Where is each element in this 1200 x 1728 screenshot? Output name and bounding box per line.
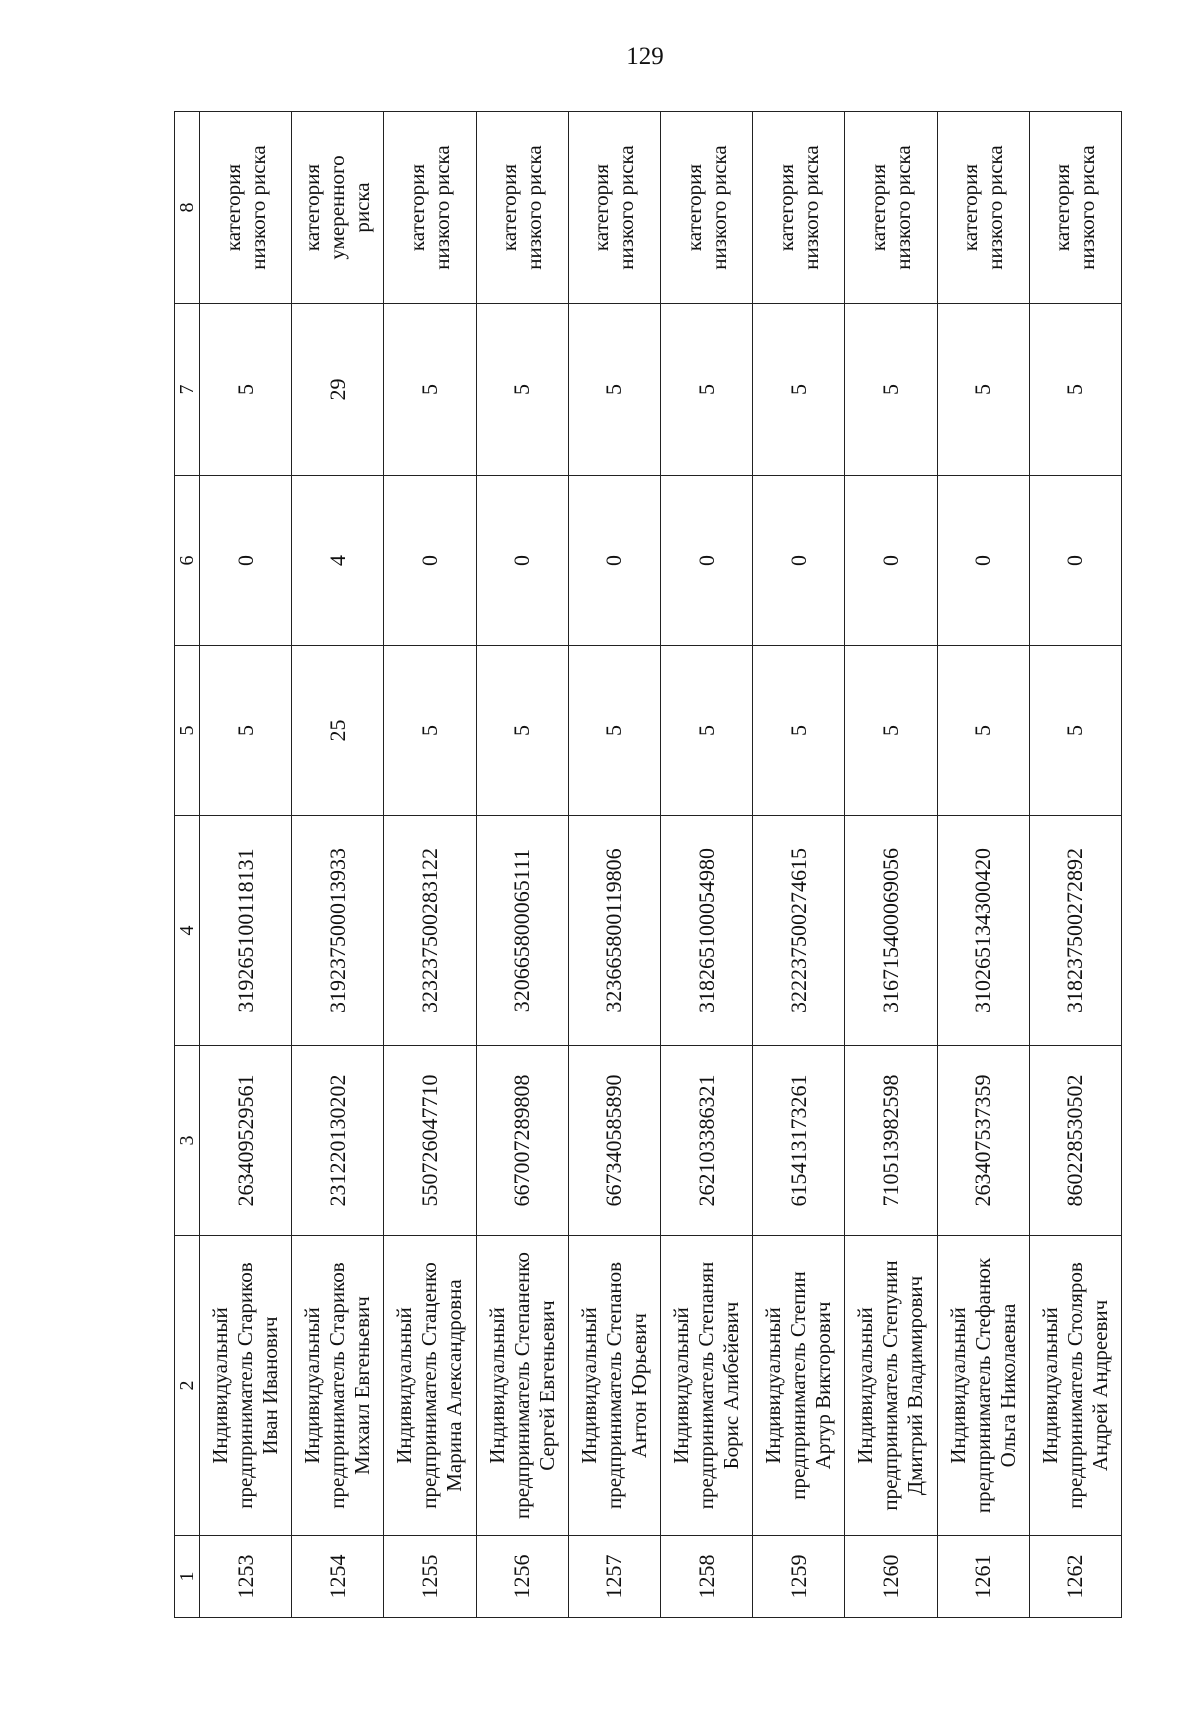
row-number-cell: 1259 [753,1536,845,1618]
inn-cell: 263407537359 [937,1046,1029,1236]
row-number-cell: 1254 [292,1536,384,1618]
risk-category-cell [660,112,752,304]
entrepreneur-name-cell-line: Михаил Евгеньевич [350,1296,375,1475]
ogrnip-cell: 319237500013933 [292,816,384,1046]
value-column-7-cell: 5 [568,304,660,476]
value-column-6-cell: 0 [200,476,292,646]
entrepreneur-name-cell [384,1236,476,1536]
risk-category-cell [384,112,476,304]
value-column-7-cell: 5 [384,304,476,476]
value-column-7-cell: 5 [1029,304,1121,476]
risk-category-cell-line: низкого риска [1075,145,1100,270]
risk-category-cell-line: категория [681,163,706,252]
entrepreneur-name-cell [200,1236,292,1536]
risk-category-cell-line: категория [220,163,245,252]
row-number-cell: 1255 [384,1536,476,1618]
entrepreneur-name-cell [845,1236,937,1536]
value-column-6-cell: 0 [845,476,937,646]
risk-category-cell-line: категория [958,163,983,252]
risk-category-cell-line: низкого риска [614,145,639,270]
ogrnip-cell: 320665800065111 [476,816,568,1046]
ogrnip-cell: 323237500283122 [384,816,476,1046]
entrepreneur-name-cell-line: Индивидуальный [208,1307,233,1464]
entrepreneur-name-cell-line: Индивидуальный [761,1307,786,1464]
entrepreneur-name-cell-line: предприниматель Степунин [878,1260,903,1511]
ogrnip-cell: 323665800119806 [568,816,660,1046]
value-column-5-cell: 5 [753,646,845,816]
risk-category-cell-line: категория [497,163,522,252]
entrepreneur-name-cell-line: Сергей Евгеньевич [534,1300,559,1471]
page-number: 129 [626,43,664,70]
table-row [937,112,1029,1618]
entrepreneur-name-cell-line: Марина Александровна [442,1279,467,1492]
entrepreneur-name-cell-line: Индивидуальный [853,1307,878,1464]
entrepreneur-name-cell [937,1236,1029,1536]
entrepreneur-name-cell-line: предприниматель Стефанюк [970,1257,995,1514]
value-column-5-cell: 5 [568,646,660,816]
inn-cell: 263409529561 [200,1046,292,1236]
entrepreneur-name-cell-line: предприниматель Стариков [233,1262,258,1509]
table-row [1029,112,1121,1618]
value-column-7-cell: 5 [660,304,752,476]
ogrnip-cell: 316715400069056 [845,816,937,1046]
risk-category-cell-line: низкого риска [429,145,454,270]
risk-category-cell [845,112,937,304]
column-header-4: 4 [175,816,200,1046]
risk-category-cell [476,112,568,304]
table-row [476,112,568,1618]
entrepreneur-name-cell [476,1236,568,1536]
table-row [845,112,937,1618]
column-header-1: 1 [175,1536,200,1618]
entrepreneur-name-cell [292,1236,384,1536]
risk-category-cell-line: умеренного [325,155,350,260]
entrepreneur-name-cell-line: Индивидуальный [484,1307,509,1464]
value-column-5-cell: 5 [937,646,1029,816]
entrepreneur-name-cell-line: Андрей Андреевич [1087,1299,1112,1472]
risk-category-cell-line: низкого риска [983,145,1008,270]
ogrnip-cell: 319265100118131 [200,816,292,1046]
value-column-5-cell: 5 [384,646,476,816]
risk-category-cell-line: категория [589,163,614,252]
risk-category-cell [568,112,660,304]
risk-category-cell-line: риска [350,182,375,233]
value-column-7-cell: 5 [200,304,292,476]
inn-cell: 231220130202 [292,1046,384,1236]
table-row [384,112,476,1618]
risk-category-cell-line: низкого риска [522,145,547,270]
risk-category-cell [1029,112,1121,304]
risk-category-cell-line: низкого риска [706,145,731,270]
entrepreneur-name-cell [753,1236,845,1536]
value-column-6-cell: 0 [1029,476,1121,646]
row-number-cell: 1260 [845,1536,937,1618]
value-column-6-cell: 0 [476,476,568,646]
registry-table [174,111,1122,1618]
value-column-6-cell: 0 [660,476,752,646]
rotated-table-container [174,112,1122,1618]
risk-category-cell-line: категория [1050,163,1075,252]
column-header-5: 5 [175,646,200,816]
entrepreneur-name-cell [1029,1236,1121,1536]
value-column-6-cell: 0 [384,476,476,646]
column-header-6: 6 [175,476,200,646]
value-column-5-cell: 5 [660,646,752,816]
column-header-3: 3 [175,1046,200,1236]
entrepreneur-name-cell-line: предприниматель Степанян [694,1261,719,1510]
row-number-cell: 1257 [568,1536,660,1618]
value-column-7-cell: 29 [292,304,384,476]
entrepreneur-name-cell-line: предприниматель Стариков [325,1262,350,1509]
entrepreneur-name-cell [660,1236,752,1536]
table-row [292,112,384,1618]
risk-category-cell-line: категория [773,163,798,252]
entrepreneur-name-cell [568,1236,660,1536]
risk-category-cell [937,112,1029,304]
column-header-8: 8 [175,112,200,304]
ogrnip-cell: 322237500274615 [753,816,845,1046]
row-number-cell: 1262 [1029,1536,1121,1618]
table-row [200,112,292,1618]
value-column-5-cell: 25 [292,646,384,816]
ogrnip-cell: 318265100054980 [660,816,752,1046]
risk-category-cell-line: категория [300,163,325,252]
risk-category-cell-line: низкого риска [890,145,915,270]
value-column-7-cell: 5 [937,304,1029,476]
entrepreneur-name-cell-line: Антон Юрьевич [626,1313,651,1458]
entrepreneur-name-cell-line: Борис Алибейевич [719,1301,744,1470]
row-number-cell: 1253 [200,1536,292,1618]
row-number-cell: 1258 [660,1536,752,1618]
entrepreneur-name-cell-line: Иван Иванович [258,1316,283,1455]
value-column-5-cell: 5 [200,646,292,816]
entrepreneur-name-cell-line: Индивидуальный [300,1307,325,1464]
risk-category-cell-line: низкого риска [798,145,823,270]
value-column-7-cell: 5 [476,304,568,476]
column-header-2: 2 [175,1236,200,1536]
column-number-row [175,112,200,1618]
table-row [753,112,845,1618]
entrepreneur-name-cell-line: Индивидуальный [1037,1307,1062,1464]
entrepreneur-name-cell-line: Артур Викторович [811,1301,836,1470]
value-column-6-cell: 0 [753,476,845,646]
value-column-5-cell: 5 [476,646,568,816]
ogrnip-cell: 310265134300420 [937,816,1029,1046]
column-header-7: 7 [175,304,200,476]
risk-category-cell-line: низкого риска [245,145,270,270]
row-number-cell: 1256 [476,1536,568,1618]
value-column-6-cell: 4 [292,476,384,646]
inn-cell: 667007289808 [476,1046,568,1236]
value-column-7-cell: 5 [753,304,845,476]
entrepreneur-name-cell-line: предприниматель Степанов [601,1261,626,1510]
risk-category-cell [753,112,845,304]
entrepreneur-name-cell-line: Ольга Николаевна [995,1303,1020,1468]
entrepreneur-name-cell-line: предприниматель Степаненко [509,1252,534,1519]
entrepreneur-name-cell-line: Дмитрий Владимирович [903,1275,928,1496]
value-column-7-cell: 5 [845,304,937,476]
risk-category-cell-line: категория [865,163,890,252]
value-column-5-cell: 5 [845,646,937,816]
value-column-6-cell: 0 [937,476,1029,646]
entrepreneur-name-cell-line: Индивидуальный [945,1307,970,1464]
inn-cell: 667340585890 [568,1046,660,1236]
table-row [660,112,752,1618]
inn-cell: 860228530502 [1029,1046,1121,1236]
risk-category-cell [200,112,292,304]
value-column-6-cell: 0 [568,476,660,646]
entrepreneur-name-cell-line: Индивидуальный [392,1307,417,1464]
value-column-5-cell: 5 [1029,646,1121,816]
entrepreneur-name-cell-line: Индивидуальный [669,1307,694,1464]
inn-cell: 615413173261 [753,1046,845,1236]
risk-category-cell [292,112,384,304]
row-number-cell: 1261 [937,1536,1029,1618]
risk-category-cell-line: категория [404,163,429,252]
entrepreneur-name-cell-line: предприниматель Стаценко [417,1262,442,1509]
inn-cell: 710513982598 [845,1046,937,1236]
entrepreneur-name-cell-line: предприниматель Столяров [1062,1262,1087,1509]
entrepreneur-name-cell-line: Индивидуальный [576,1307,601,1464]
entrepreneur-name-cell-line: предприниматель Степин [786,1271,811,1500]
inn-cell: 262103386321 [660,1046,752,1236]
table-row [568,112,660,1618]
ogrnip-cell: 318237500272892 [1029,816,1121,1046]
inn-cell: 550726047710 [384,1046,476,1236]
table-body [200,112,1122,1618]
